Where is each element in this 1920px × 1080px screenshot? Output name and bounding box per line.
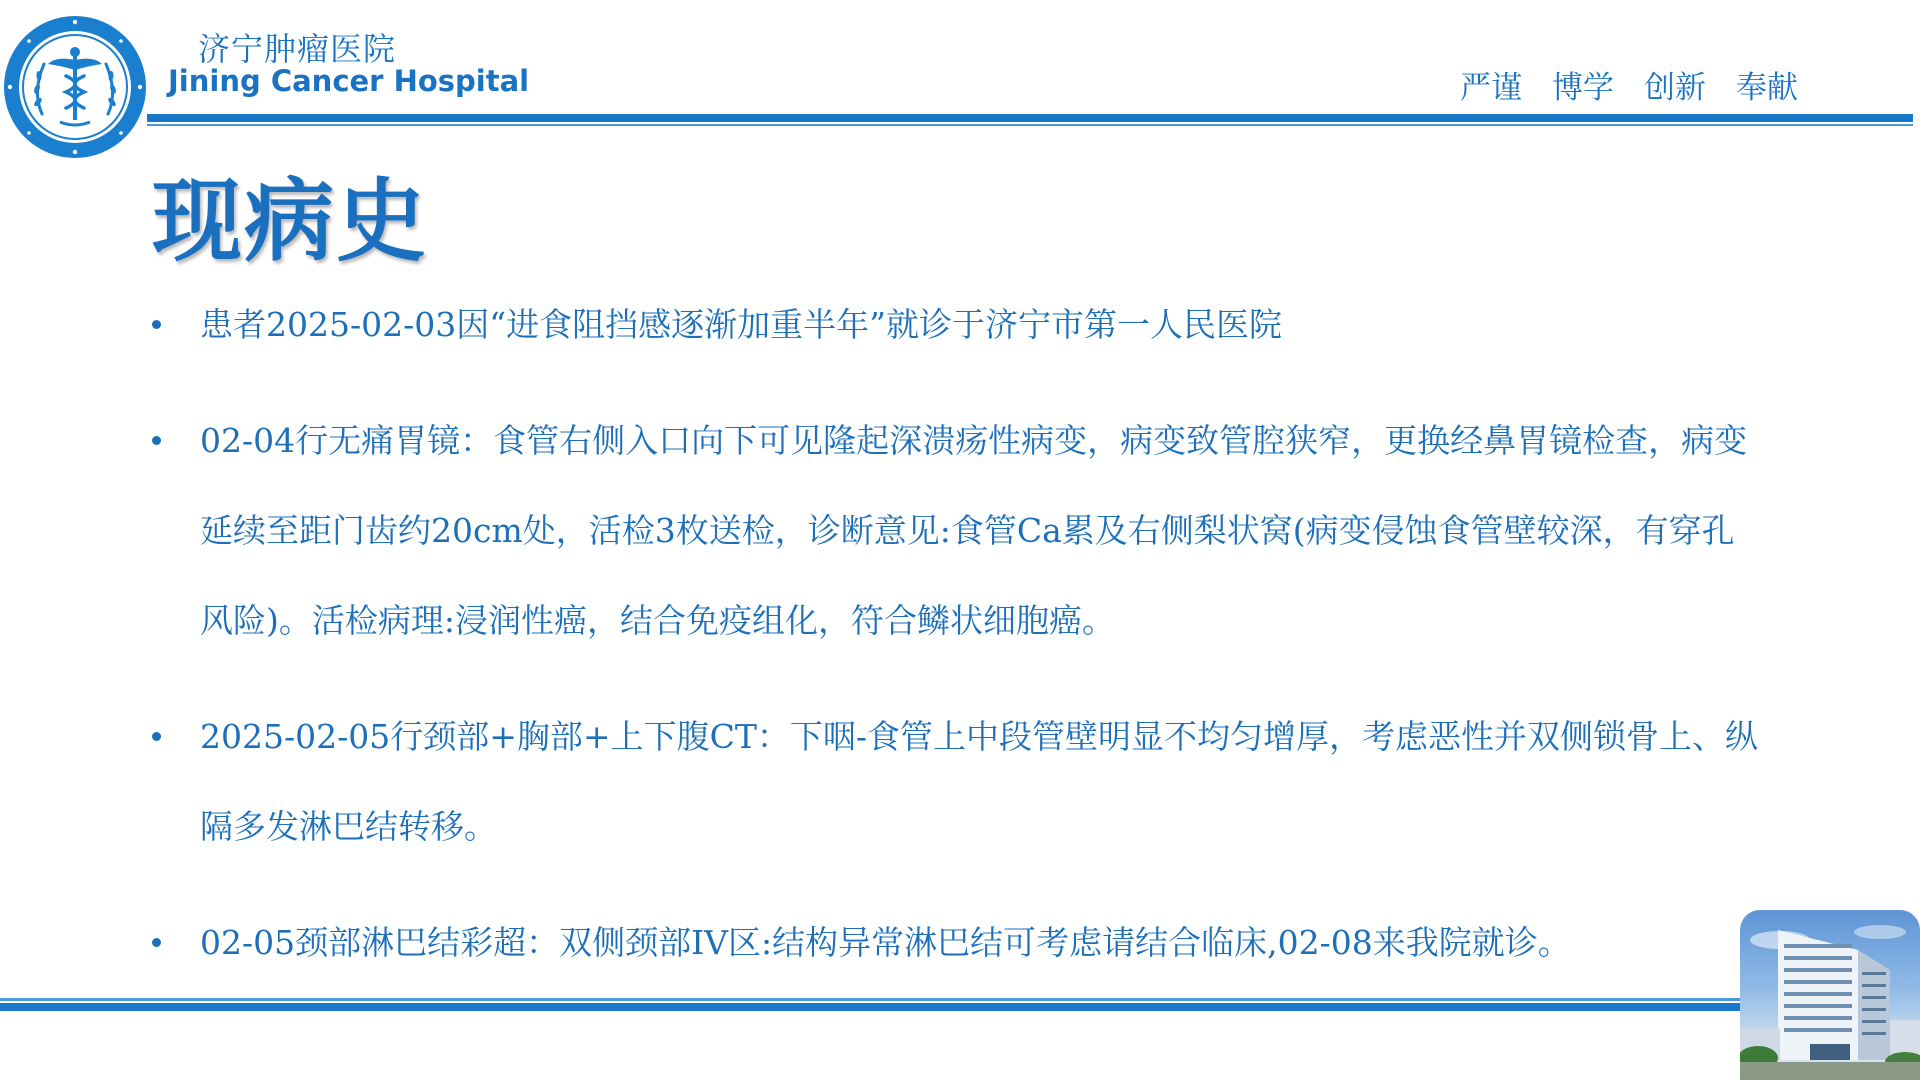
list-item <box>150 280 1760 370</box>
footer-divider <box>0 1003 1740 1011</box>
list-item-text: 02-05颈部淋巴结彩超：双侧颈部IV区:结构异常淋巴结可考虑请结合临床,02-08来我院就诊。 <box>200 923 1571 962</box>
hospital-building-photo <box>1740 910 1920 1080</box>
hospital-name-en: Jining Cancer Hospital <box>168 64 530 98</box>
list-item-text: 02-04行无痛胃镜：食管右侧入口向下可见隆起深溃疡性病变，病变致管腔狭窄，更换经鼻胃镜检查，病变延续至距门齿约20cm处，活检3枚送检，诊断意见:食管Ca累及右侧梨状窝(病变侵蚀食管壁较深，有穿孔风险)。活检病理:浸润性癌，结合免疫组化，符合鳞状细胞癌。 <box>200 421 1748 640</box>
header-divider-thin <box>147 124 1913 126</box>
header-divider <box>147 114 1913 122</box>
bullet-icon <box>152 436 161 445</box>
hospital-logo <box>2 14 148 160</box>
list-item-text: 2025-02-05行颈部+胸部+上下腹CT：下咽-食管上中段管壁明显不均匀增厚，考虑恶性并双侧锁骨上、纵隔多发淋巴结转移。 <box>200 717 1758 846</box>
motto-item: 博学 <box>1552 70 1614 106</box>
bullet-icon <box>152 732 161 741</box>
motto-item: 严谨 <box>1460 70 1522 106</box>
list-item <box>150 396 1760 666</box>
list-item-text: 患者2025-02-03因“进食阻挡感逐渐加重半年”就诊于济宁市第一人民医院 <box>200 305 1283 344</box>
bullet-list <box>150 280 1760 988</box>
hospital-motto <box>1460 62 1798 107</box>
list-item <box>150 898 1760 988</box>
motto-item: 奉献 <box>1736 70 1798 106</box>
motto-item: 创新 <box>1644 70 1706 106</box>
page-title: 现病史 <box>152 168 428 274</box>
bullet-icon <box>152 320 161 329</box>
list-item <box>150 692 1760 872</box>
footer-divider-thin <box>0 998 1740 1001</box>
bullet-icon <box>152 938 161 947</box>
building-icon <box>1740 910 1920 1080</box>
hospital-name-cn: 济宁肿瘤医院 <box>198 30 397 68</box>
